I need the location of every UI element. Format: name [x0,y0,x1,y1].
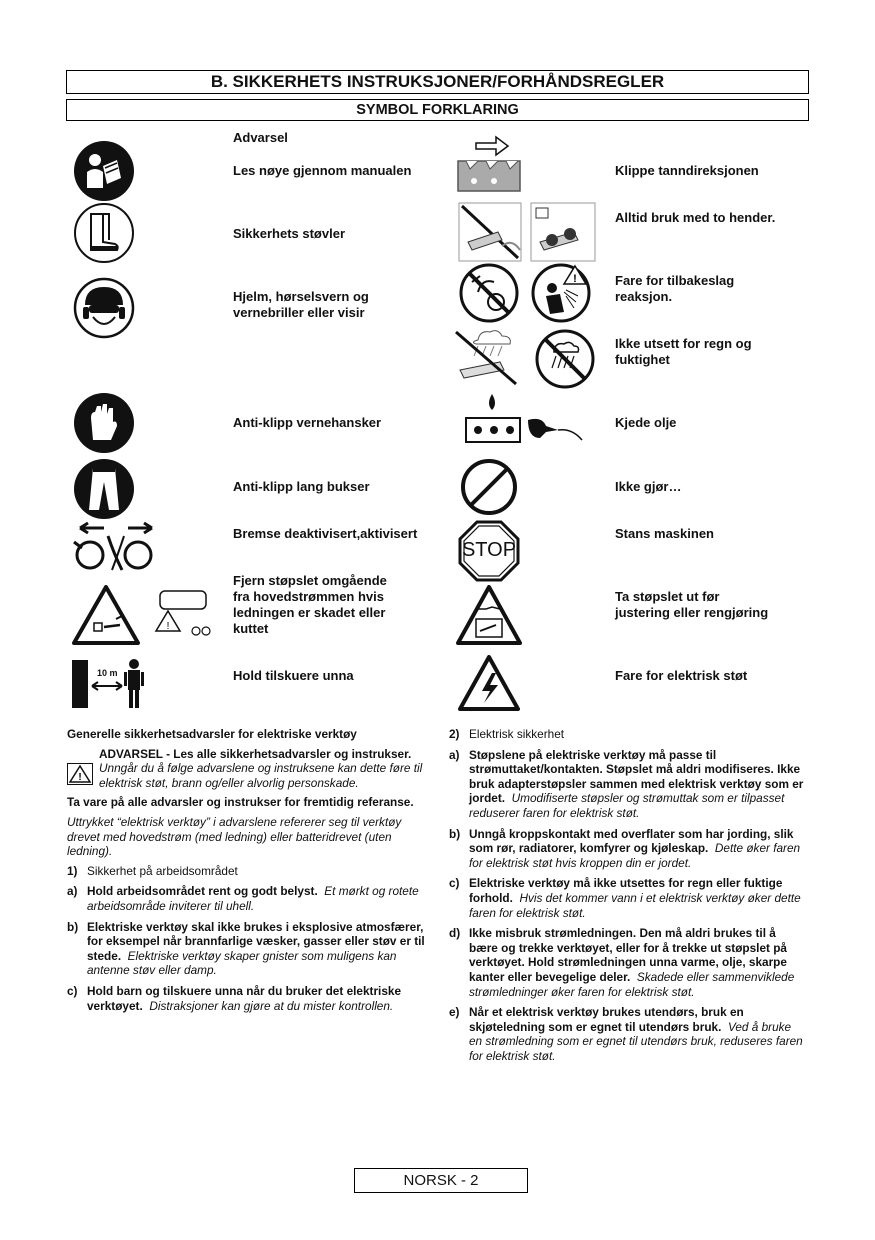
svg-text:!: ! [166,621,170,632]
section-number: 1) [67,863,78,878]
right-text-column [449,727,805,1069]
keep-bystanders-away-icon [70,656,150,712]
warning-italic-text: Unngår du å følge advarslene og instruksene kan dette føre til elektrisk støt, brann og/eller alvorlig personskade. [99,761,423,790]
item-bold: Elektriske verktøy skal ikke brukes i eksplosive atmosfærer, for eksempel når brannfarlige væsker, gasser eller støv er til stede. [87,919,425,963]
item-bold: Ikke misbruk strømledningen. Den må aldri brukes til å bære og trekke verktøyet, eller for å trekke ut støpslet på verktøyet. Hold strømledningen unna varme, olje, skarpe kanter eller bevegelige deler. [469,926,787,984]
stop-icon [458,520,520,582]
gloves-icon [73,392,135,454]
item-number: b) [67,919,79,934]
warning-heading: Advarsel [233,130,288,145]
chain-oil-label: Kjede olje [615,415,677,430]
helmet-ear-eye-protection-icon [73,277,135,339]
read-manual-icon [73,140,135,202]
item-italic: Elektriske verktøy skaper gnister som muligens kan antenne støv eller damp. [87,948,397,978]
definition-text: Uttrykket “elektrisk verktøy” i advarslene refererer seg til verktøy drevet med hovedstrøm (med ledning) eller batteridrevet (uten ledning). [67,814,402,859]
left-text-column [67,727,427,1019]
keep-instructions-text: Ta vare på alle advarsler og instrukser for fremtidig referanse. [67,795,414,810]
distance-label: 10 m [97,668,118,678]
item-italic: Dette øker faren for elektrisk støt hvis kroppen din er jordet. [469,841,801,870]
helmet-label: Hjelm, hørselsvern og vernebriller eller visir [233,289,369,320]
item-number: a) [67,884,78,899]
unplug-damaged-cord-icon [72,585,218,647]
chain-oil-icon [462,392,588,448]
svg-text:!: ! [573,273,577,285]
svg-text:!: ! [78,771,82,783]
unplug-damaged-cord-label: Fjern støpslet omgående fra hovedstrømmen hvis ledningen er skadet eller kuttet [233,573,387,636]
no-rain-icon [450,326,524,388]
item-number: c) [67,983,78,998]
two-hands-label: Alltid bruk med to hender. [615,210,776,225]
warning-triangle-icon [67,763,93,785]
page-title: B. SIKKERHETS INSTRUKSJONER/FORHÅNDSREGLER [66,70,809,94]
section-title: SYMBOL FORKLARING [66,99,809,121]
chain-direction-label: Klippe tanndireksjonen [615,163,759,178]
list-item [67,920,427,978]
list-item [449,827,805,871]
item-bold: Støpslene på elektriske verktøy må passe til strømuttaket/kontakten. Støpslet må aldri modifiseres. Ikke bruk adapterstøpsler sammen med elektrisk verktøy som er jordet. [469,747,804,806]
kickback-warning-icon [530,262,592,324]
prohibited-label: Ikke gjør… [615,479,682,494]
warning-bold-text: ADVARSEL - Les alle sikkerhetsadvarsler og instrukser. [99,746,412,761]
general-warnings-heading: Generelle sikkerhetsadvarsler for elektriske verktøy [67,727,357,741]
item-italic: Distraksjoner kan gjøre at du mister kontrollen. [149,998,394,1013]
brake-label: Bremse deaktivisert,aktivisert [233,526,418,541]
list-item [449,1005,805,1063]
safety-boots-label: Sikkerhets støvler [233,226,346,241]
no-rain-circle-icon [534,328,596,390]
item-bold: Unngå kroppskontakt med overflater som har jording, slik som rør, radiatorer, komfyrer og kjøleskap. [469,826,794,856]
trousers-label: Anti-klipp lang bukser [233,479,370,494]
item-number: a) [449,747,460,762]
trousers-icon [73,458,135,520]
list-item [67,884,427,913]
page-number-box: NORSK - 2 [354,1168,528,1193]
list-item [449,926,805,999]
section-heading [67,864,427,879]
item-number: d) [449,926,461,941]
prohibited-icon [460,458,518,516]
section-number: 2) [449,727,460,741]
item-italic: Hvis det kommer vann i et elektrisk verktøy øker dette faren for elektrisk støt. [469,890,801,920]
warning-paragraph [67,747,427,791]
stop-label: Stans maskinen [615,526,714,541]
list-item [449,876,805,920]
item-number: c) [449,876,460,891]
item-bold: Hold barn og tilskuere unna når du bruker det elektriske verktøyet. [87,983,402,1013]
item-number: b) [449,826,461,841]
item-bold: Hold arbeidsområdet rent og godt belyst. [87,884,318,899]
item-bold: Elektriske verktøy må ikke utsettes for regn eller fuktige forhold. [469,876,783,905]
section-heading-text: Sikkerhet på arbeidsområdet [87,863,238,878]
electric-shock-label: Fare for elektrisk støt [615,668,748,683]
item-italic: Et mørkt og rotete arbeidsområde inviterer til uhell. [87,884,419,913]
item-italic: Ved å bruke en strømledning som er egnet til utendørs bruk, reduseres faren for elektrisk støt. [469,1019,803,1063]
keep-bystanders-label: Hold tilskuere unna [233,668,354,683]
gloves-label: Anti-klipp vernehansker [233,415,382,430]
item-italic: Skadede eller sammenviklede strømledninger øker faren for elektrisk støt. [469,969,795,999]
stop-sign-text: STOP [461,539,517,561]
no-rain-label: Ikke utsett for regn og fuktighet [615,336,752,367]
section-heading-text: Elektrisk sikkerhet [469,727,565,741]
kickback-label: Fare for tilbakeslag reaksjon. [615,273,735,304]
kickback-icon [458,262,520,324]
unplug-before-maintenance-label: Ta støpslet ut før justering eller rengjøring [615,589,769,620]
item-number: e) [449,1005,460,1020]
item-bold: Når et elektrisk verktøy brukes utendørs, bruk en skjøteledning som er egnet til utendørs bruk. [469,1005,744,1034]
section-heading [449,727,805,742]
two-hands-icon-2 [530,202,596,262]
chain-direction-icon [456,135,522,195]
list-item [449,748,805,821]
unplug-before-maintenance-icon [456,585,522,647]
two-hands-icon [458,202,522,262]
safety-boots-icon [73,202,135,264]
read-manual-label: Les nøye gjennom manualen [233,163,412,178]
list-item [67,984,427,1013]
electric-shock-icon [458,655,520,713]
brake-icon [68,520,164,574]
item-italic: Umodifiserte støpsler og strømuttak som er tilpasset reduserer faren for elektrisk støt. [469,791,785,820]
